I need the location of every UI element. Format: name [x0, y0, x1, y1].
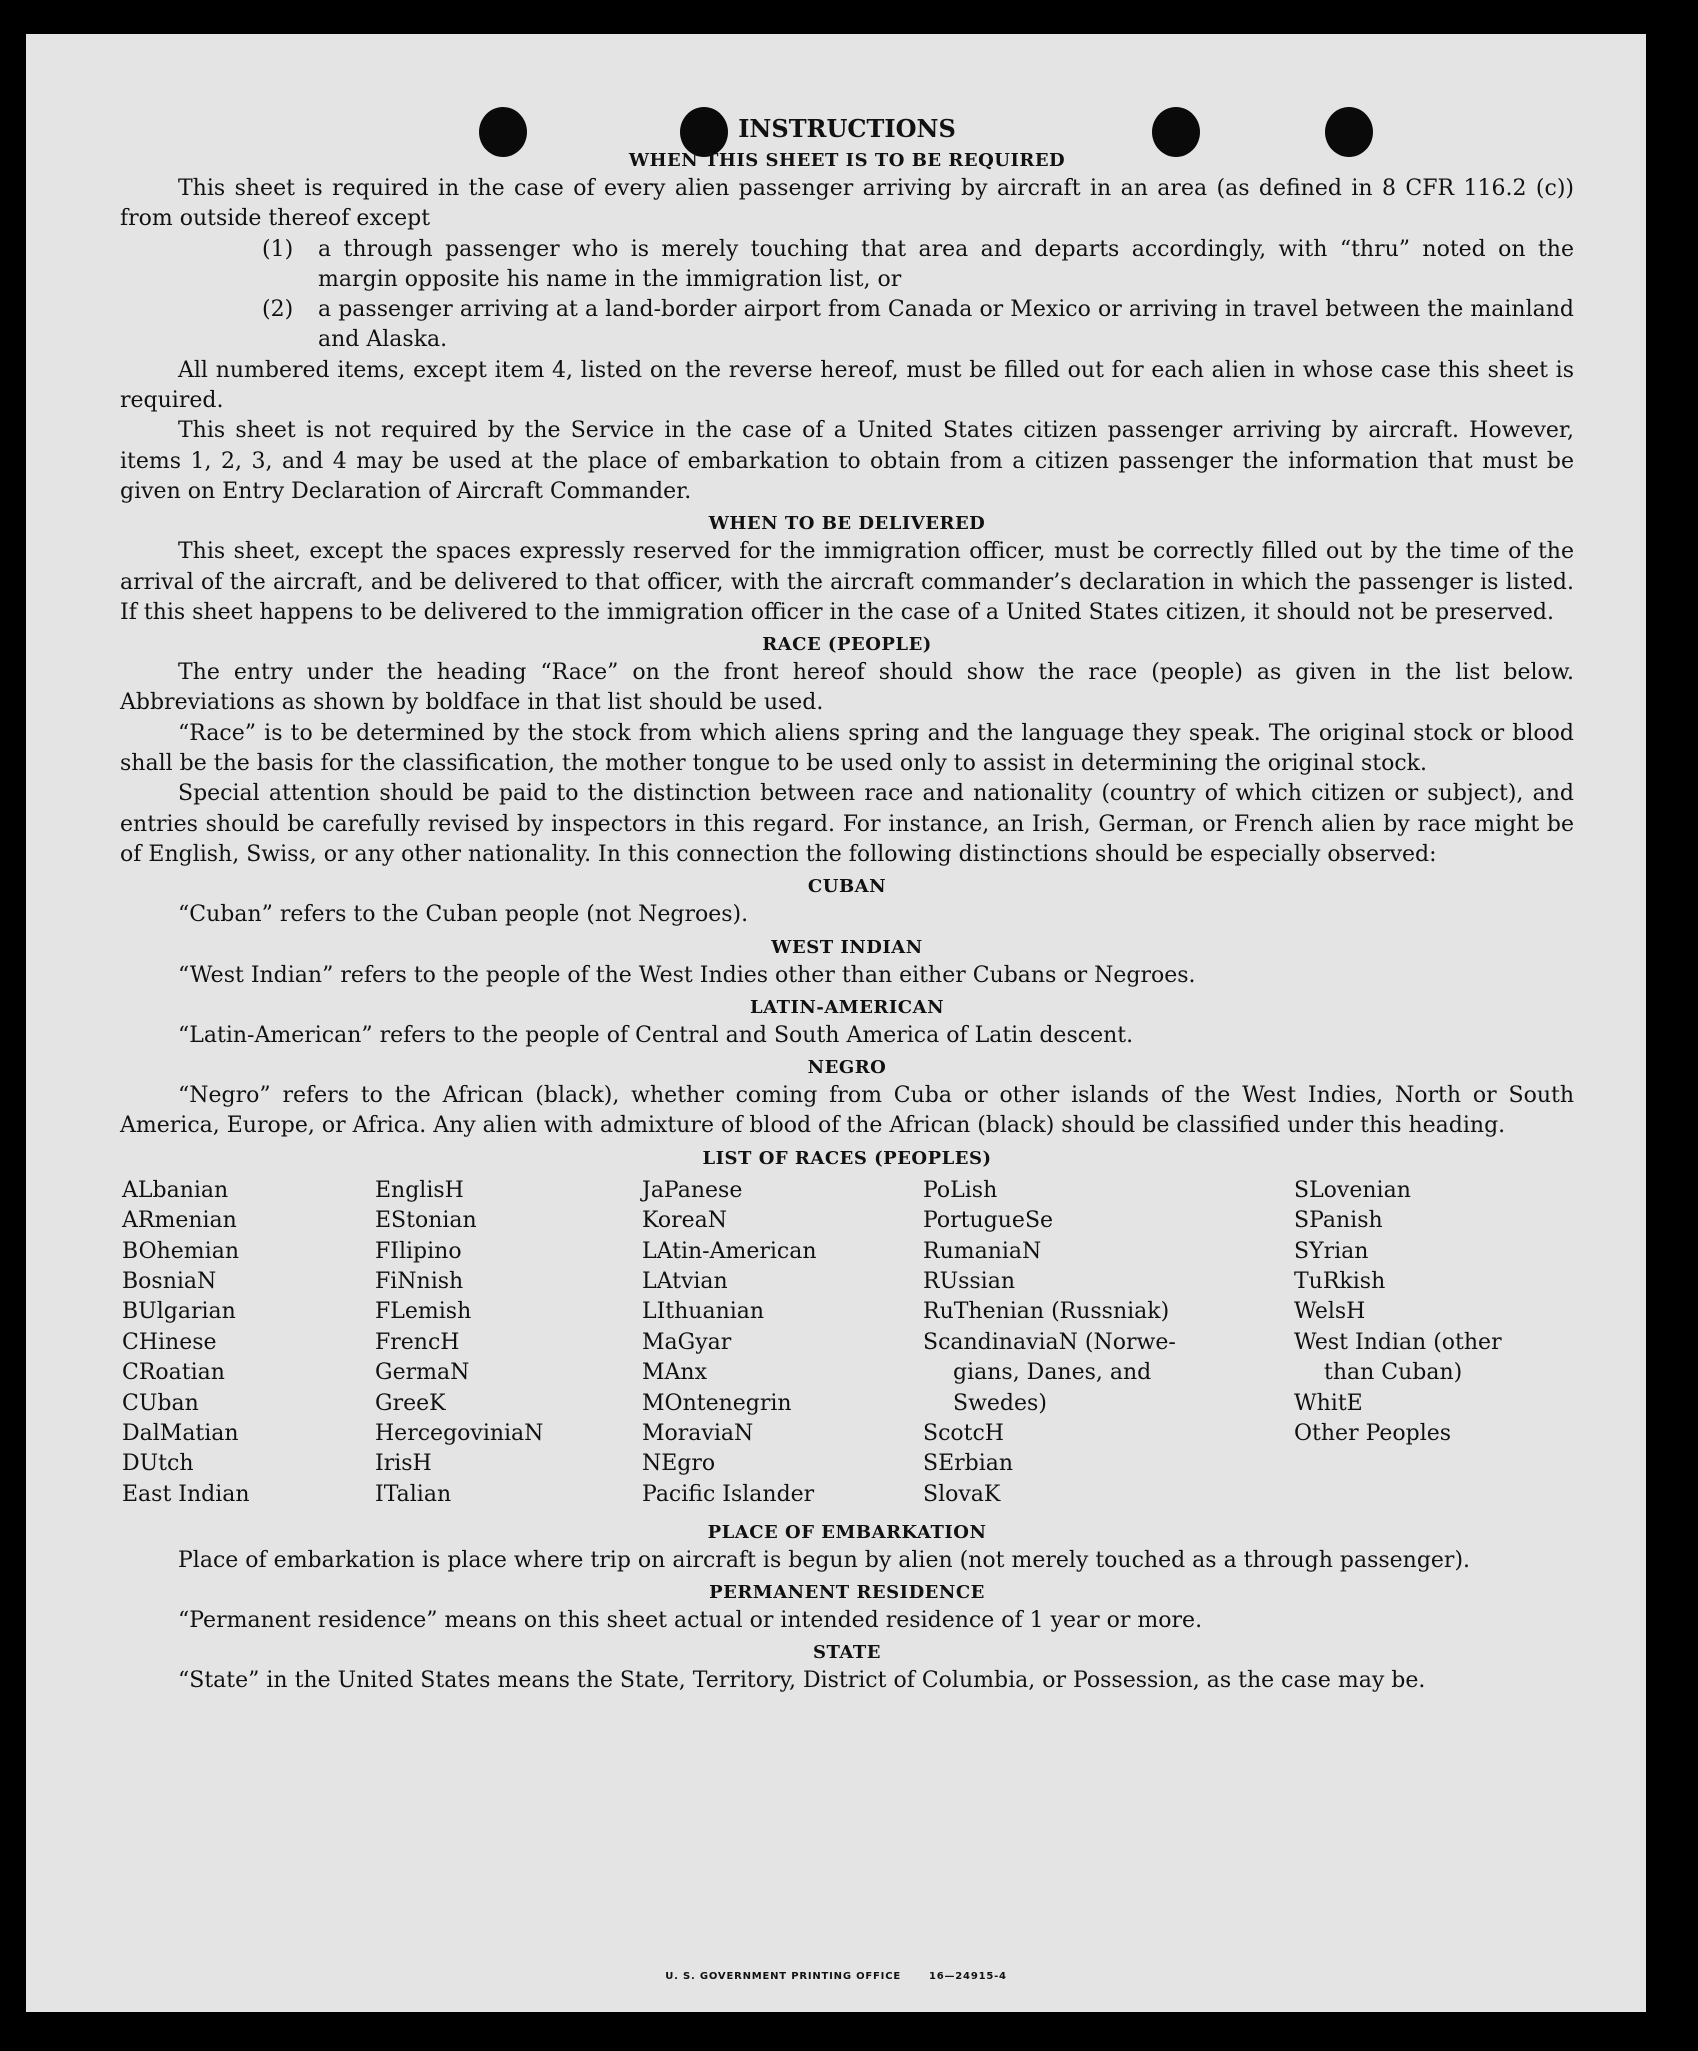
race-entry: WhitE: [1294, 1390, 1363, 1416]
instructions-body: [120, 114, 1574, 1697]
item-number: (1): [262, 236, 294, 262]
race-entry: FIlipino: [375, 1238, 462, 1264]
race-entry: than Cuban): [1324, 1360, 1463, 1386]
section-heading: LATIN-AMERICAN: [749, 996, 945, 1018]
section-heading: PLACE OF EMBARKATION: [707, 1521, 987, 1543]
race-entry: ScotcH: [923, 1420, 1004, 1446]
document-sheet: [26, 34, 1646, 2012]
race-entry: SPanish: [1294, 1208, 1383, 1234]
race-entry: RumaniaN: [923, 1238, 1042, 1264]
section-heading: WHEN THIS SHEET IS TO BE REQUIRED: [628, 150, 1066, 171]
section-heading: LIST OF RACES (PEOPLES): [702, 1147, 992, 1169]
paragraph: “Permanent residence” means on this sheet actual or intended residence of 1 year or more.: [178, 1608, 1203, 1634]
race-entry: TuRkish: [1294, 1268, 1386, 1294]
race-entry: MAnx: [642, 1360, 707, 1386]
race-entry: RuThenian (Russniak): [923, 1299, 1170, 1325]
section-heading: WHEN TO BE DELIVERED: [708, 513, 986, 535]
races-column: [1294, 1176, 1502, 1450]
race-entry: FiNnish: [375, 1268, 464, 1294]
paragraph: “Latin-American” refers to the people of Central and South America of Latin descent.: [178, 1022, 1134, 1048]
paragraph: “Cuban” refers to the Cuban people (not Negroes).: [178, 902, 749, 928]
race-entry: East Indian: [122, 1481, 250, 1507]
race-entry: PoLish: [923, 1177, 998, 1203]
paragraph: This sheet, except the spaces expressly reserved for the immigration officer, must be correctly filled out by the time of the arrival of the aircraft, and be delivered to that officer, with the aircraft commander’s declaration in which the passenger is listed. If this sheet happens to be delivered to the immigration officer in the case of a United States citizen, it should not be preserved.: [120, 539, 1574, 625]
paragraph: Place of embarkation is place where trip on aircraft is begun by alien (not merely touched as a through passenger).: [178, 1547, 1471, 1573]
races-column: [122, 1176, 250, 1510]
race-entry: DUtch: [122, 1451, 194, 1477]
item-text: a through passenger who is merely touching that area and departs accordingly, with “thru” noted on the margin opposite his name in the immigration list, or: [318, 236, 1574, 292]
section-heading: WEST INDIAN: [771, 936, 923, 958]
race-entry: BUlgarian: [122, 1299, 236, 1325]
races-column: [375, 1176, 543, 1510]
race-entry: SLovenian: [1294, 1177, 1411, 1203]
race-entry: EStonian: [375, 1208, 477, 1234]
form-code: 16—24915-4: [928, 1971, 1007, 1982]
races-list: [120, 1176, 1574, 1516]
race-entry: WelsH: [1294, 1299, 1366, 1325]
item-number: (2): [262, 297, 294, 323]
race-entry: gians, Danes, and: [953, 1360, 1152, 1386]
paragraph: “Race” is to be determined by the stock from which aliens spring and the language they speak. The original stock or blood shall be the basis for the classification, the mother tongue to be used only to assist in determining the original stock.: [120, 720, 1574, 777]
paragraph: The entry under the heading “Race” on the front hereof should show the race (people) as given in the list below. Abbreviations as shown by boldface in that list should be used.: [120, 660, 1574, 716]
section-heading: RACE (PEOPLE): [762, 634, 932, 656]
race-entry: PortugueSe: [923, 1208, 1054, 1234]
section-heading: CUBAN: [807, 876, 887, 898]
paragraph: Special attention should be paid to the distinction between race and nationality (country of which citizen or subject), and entries should be carefully revised by inspectors in this regard. For instance, an Irish, German, or French alien by race might be of English, Swiss, or any other nationality. In this connection the following distinctions should be especially observed:: [120, 781, 1574, 867]
race-entry: Other Peoples: [1294, 1420, 1452, 1446]
paragraph: “Negro” refers to the African (black), whether coming from Cuba or other islands of the West Indies, North or South America, Europe, or Africa. Any alien with admixture of blood of the African (black) should be classified under this heading.: [120, 1083, 1574, 1139]
race-entry: ARmenian: [122, 1208, 237, 1234]
race-entry: JaPanese: [642, 1177, 743, 1203]
list-item: [262, 295, 1574, 356]
races-column: [923, 1176, 1176, 1510]
section-heading: PERMANENT RESIDENCE: [709, 1582, 985, 1604]
race-entry: ITalian: [375, 1481, 452, 1507]
race-entry: LIthuanian: [642, 1299, 765, 1325]
paragraph: All numbered items, except item 4, listed on the reverse hereof, must be filled out for each alien in whose case this sheet is required.: [120, 357, 1574, 414]
item-text: a passenger arriving at a land-border airport from Canada or Mexico or arriving in travel between the mainland and Alaska.: [318, 297, 1574, 353]
section-heading: STATE: [812, 1642, 881, 1664]
race-entry: DalMatian: [122, 1420, 239, 1446]
printer-imprint: [26, 1971, 1646, 1982]
race-entry: MoraviaN: [642, 1420, 754, 1446]
race-entry: Swedes): [953, 1390, 1047, 1416]
race-entry: GreeK: [375, 1390, 446, 1416]
race-entry: FLemish: [375, 1299, 472, 1325]
race-entry: LAtin-American: [642, 1238, 817, 1264]
race-entry: EnglisH: [375, 1177, 464, 1203]
page-title: INSTRUCTIONS: [738, 114, 956, 143]
races-column: [642, 1176, 817, 1510]
race-entry: BOhemian: [122, 1238, 239, 1264]
race-entry: MaGyar: [642, 1329, 732, 1355]
race-entry: KoreaN: [642, 1208, 727, 1234]
paragraph: This sheet is required in the case of every alien passenger arriving by aircraft in an area (as defined in 8 CFR 116.2 (c)) from outside thereof except: [120, 176, 1574, 232]
race-entry: SYrian: [1294, 1238, 1369, 1264]
race-entry: BosniaN: [122, 1268, 217, 1294]
race-entry: HercegoviniaN: [375, 1420, 544, 1446]
race-entry: IrisH: [375, 1451, 432, 1477]
race-entry: ALbanian: [122, 1177, 229, 1203]
race-entry: SErbian: [923, 1451, 1014, 1477]
race-entry: NEgro: [642, 1451, 716, 1477]
paragraph: This sheet is not required by the Service in the case of a United States citizen passenger arriving by aircraft. However, items 1, 2, 3, and 4 may be used at the place of embarkation to obtain from a citizen passenger the information that must be given on Entry Declaration of Aircraft Commander.: [120, 418, 1574, 504]
race-entry: ScandinaviaN (Norwe-: [923, 1329, 1176, 1355]
race-entry: RUssian: [923, 1268, 1016, 1294]
race-entry: CHinese: [122, 1329, 217, 1355]
paragraph: “State” in the United States means the State, Territory, District of Columbia, or Possession, as the case may be.: [178, 1668, 1426, 1694]
list-item: [262, 235, 1574, 296]
race-entry: LAtvian: [642, 1268, 728, 1294]
race-entry: CUban: [122, 1390, 199, 1416]
paragraph: “West Indian” refers to the people of the West Indies other than either Cubans or Negroes.: [178, 962, 1196, 988]
race-entry: FrencH: [375, 1329, 460, 1355]
race-entry: Pacific Islander: [642, 1481, 815, 1507]
race-entry: CRoatian: [122, 1360, 225, 1386]
race-entry: SlovaK: [923, 1481, 1001, 1507]
printing-office: U. S. GOVERNMENT PRINTING OFFICE: [665, 1971, 901, 1982]
race-entry: GermaN: [375, 1360, 470, 1386]
race-entry: MOntenegrin: [642, 1390, 792, 1416]
race-entry: West Indian (other: [1294, 1329, 1502, 1355]
section-heading: NEGRO: [807, 1057, 887, 1079]
